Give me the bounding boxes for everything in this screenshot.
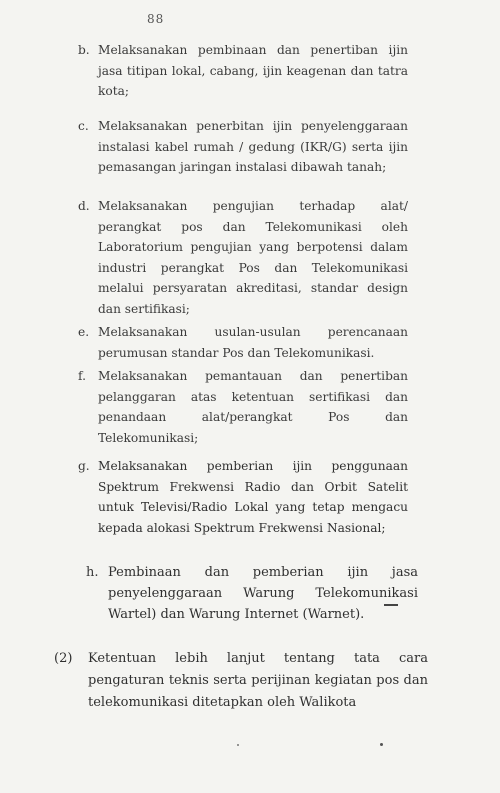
list-item-text: Melaksanakan usulan-usulan perencanaan perumusan standar Pos dan Telekomunikasi.: [98, 325, 408, 360]
list-item-text: Melaksanakan pengujian terhadap alat/ perangkat pos dan Telekomunikasi oleh Laboratorium pengujian yang berpotensi dalam industri perangkat Pos dan Telekomunikasi melalui persyaratan akreditasi, standar design dan sertifikasi;: [98, 199, 408, 316]
list-item-text: Melaksanakan pemberian ijin penggunaan Spektrum Frekwensi Radio dan Orbit Satelit untuk Televisi/Radio Lokal yang tetap mengacu kepada alokasi Spektrum Frekwensi Nasional;: [98, 459, 408, 535]
scan-speck: [380, 743, 383, 746]
list-item-letter: e.: [78, 325, 90, 339]
list-item-c: [78, 116, 408, 178]
list-item-letter: d.: [78, 199, 90, 213]
list-item-b: [78, 40, 408, 102]
list-item-text: Melaksanakan pembinaan dan penertiban ijin jasa titipan lokal, cabang, ijin keagenan dan tatra kota;: [98, 43, 408, 98]
list-item-e: [78, 322, 408, 363]
list-item-letter: h.: [86, 565, 99, 580]
list-item-d: [78, 196, 408, 319]
paragraph-text: Ketentuan lebih lanjut tentang tata cara pengaturan teknis serta perijinan kegiatan pos dan telekomunikasi ditetapkan oleh Walikota: [88, 651, 428, 710]
list-item-g: [78, 456, 408, 538]
end-dash-mark: [384, 604, 398, 606]
list-item-letter: b.: [78, 43, 90, 57]
list-item-h: [86, 562, 418, 625]
list-item-letter: f.: [78, 369, 86, 383]
list-item-text: Pembinaan dan pemberian ijin jasa penyelenggaraan Warung Telekomunikasi Wartel) dan Warung Internet (Warnet).: [108, 565, 418, 622]
list-item-letter: g.: [78, 459, 90, 473]
list-item-f: [78, 366, 408, 448]
paragraph-number: (2): [54, 651, 73, 666]
paragraph-2: [54, 648, 428, 714]
page-number: 88: [147, 12, 165, 26]
list-item-letter: c.: [78, 119, 89, 133]
list-item-text: Melaksanakan penerbitan ijin penyelenggaraan instalasi kabel rumah / gedung (IKR/G) serta ijin pemasangan jaringan instalasi dibawah tanah;: [98, 119, 408, 174]
scan-speck: [237, 744, 239, 746]
list-item-text: Melaksanakan pemantauan dan penertiban pelanggaran atas ketentuan sertifikasi dan penandaan alat/perangkat Pos dan Telekomunikasi;: [98, 369, 408, 445]
